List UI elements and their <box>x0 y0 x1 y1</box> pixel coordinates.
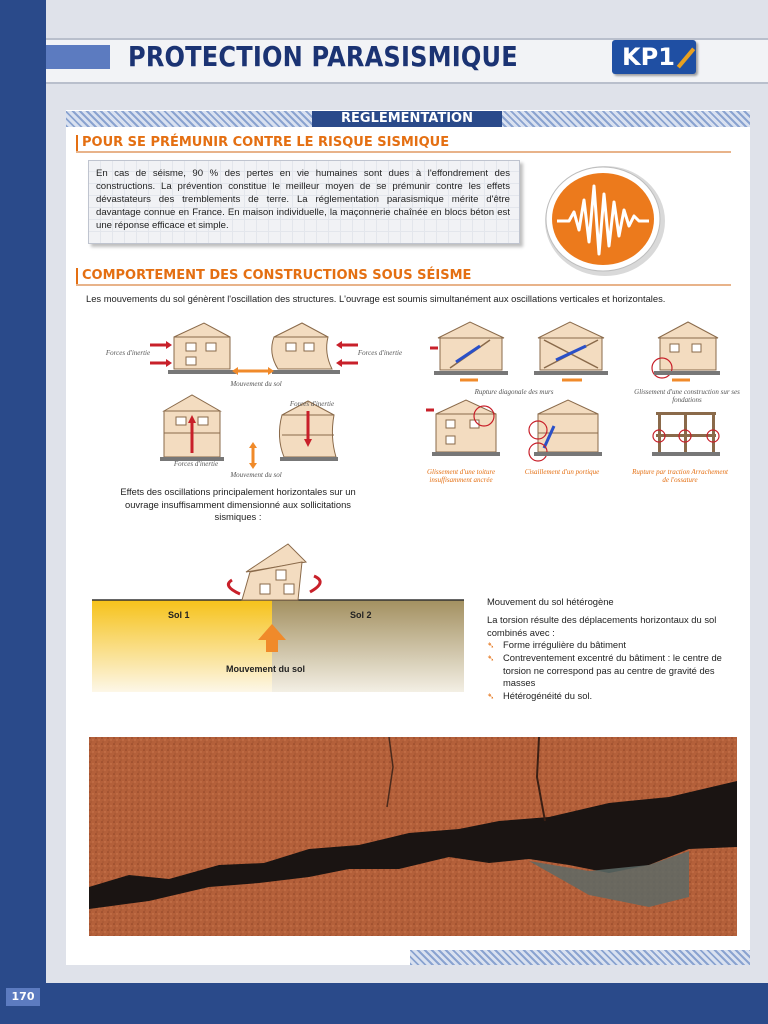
pencil-icon <box>677 48 695 69</box>
bottom-bar <box>0 983 768 1024</box>
caption-forces-inertie: Forces d'inertie <box>173 460 219 468</box>
caption-mouvement-sol: Mouvement du sol <box>230 471 282 479</box>
caption-glissement-construction: Glissement d'une construction sur ses fondations <box>634 388 740 404</box>
caption-forces-inertie: Forces d'inertie <box>289 400 335 408</box>
section2-heading: COMPORTEMENT DES CONSTRUCTIONS SOUS SÉISME <box>82 268 472 283</box>
house-diagram-icon <box>652 412 720 456</box>
effects-text: Effets des oscillations principalement horizontales sur un ouvrage insuffisamment dimensionné aux sollicitations sismiques : <box>120 486 356 523</box>
heading-rule <box>76 284 731 286</box>
bullet-item: ➴ Hétérogénéité du sol. <box>487 690 737 703</box>
intro-text: En cas de séisme, 90 % des pertes en vie humaines sont dues à l'effondrement des constructions. La prévention constitue le meilleur moyen de se prémunir contre les effets dévastateurs des tremblements de terre. La réglementation parasismique mérite d'être davantage connue en France. En maison individuelle, la maçonnerie chaînée en blocs béton est une réponse efficace et simple. <box>96 168 510 231</box>
sol1-label: Sol 1 <box>168 610 190 620</box>
house-diagram-icon <box>652 322 720 380</box>
house-diagram-icon <box>242 544 306 600</box>
caption-cisaillement: Cisaillement d'un portique <box>524 468 600 476</box>
heading-tick <box>76 268 78 284</box>
bottom-pattern-band <box>410 950 750 965</box>
bullet-item: ➴ Forme irrégulière du bâtiment <box>487 639 737 652</box>
oscillation-diagrams <box>96 315 416 475</box>
section2-intro: Les mouvements du sol génèrent l'oscillation des structures. L'ouvrage est soumis simultanément aux oscillations verticales et horizontales. <box>86 293 666 304</box>
house-diagram-icon <box>534 322 608 380</box>
page-number: 170 <box>6 988 40 1006</box>
house-diagram-icon <box>279 401 338 461</box>
section1-heading: POUR SE PRÉMUNIR CONTRE LE RISQUE SISMIQUE <box>82 135 450 150</box>
house-diagram-icon <box>529 400 602 461</box>
torsion-title: Mouvement du sol hétérogène <box>487 596 614 607</box>
page-title: PROTECTION PARASISMIQUE <box>128 40 518 73</box>
caption-glissement-toiture: Glissement d'une toiture insuffisamment ancrée <box>426 468 496 484</box>
heading-tick <box>76 135 78 151</box>
ground-movement-label: Mouvement du sol <box>226 664 306 674</box>
torsion-bullets <box>487 639 737 703</box>
bullet-item: ➴ Contreventement excentré du bâtiment : le centre de torsion ne correspond pas au centre de gravité des masses <box>487 652 737 690</box>
band-label: REGLEMENTATION <box>312 111 502 127</box>
house-diagram-icon <box>426 400 500 456</box>
caption-rupture-diagonale: Rupture diagonale des murs <box>474 388 554 396</box>
caption-rupture-traction: Rupture par traction Arrachement de l'ossature <box>632 468 728 484</box>
house-diagram-icon <box>150 323 236 374</box>
house-diagram-icon <box>430 322 508 380</box>
caption-forces-inertie: Forces d'inertie <box>105 349 151 357</box>
header-accent <box>46 45 110 69</box>
logo-text: KP1 <box>622 43 675 71</box>
house-diagram-icon <box>160 395 224 461</box>
arrow-icon <box>232 367 274 375</box>
ground-crack-photo <box>89 737 737 936</box>
seismic-wave-icon <box>543 164 667 278</box>
kp1-logo <box>612 40 696 74</box>
torsion-text: La torsion résulte des déplacements horizontaux du sol combinés avec : <box>487 614 717 638</box>
caption-forces-inertie: Forces d'inertie <box>357 349 403 357</box>
caption-mouvement-sol: Mouvement du sol <box>230 380 282 388</box>
house-diagram-icon <box>272 323 358 374</box>
sol2-label: Sol 2 <box>350 610 372 620</box>
arrow-icon <box>249 442 257 469</box>
left-sidebar-bar <box>0 0 46 1024</box>
heading-rule <box>76 151 731 153</box>
